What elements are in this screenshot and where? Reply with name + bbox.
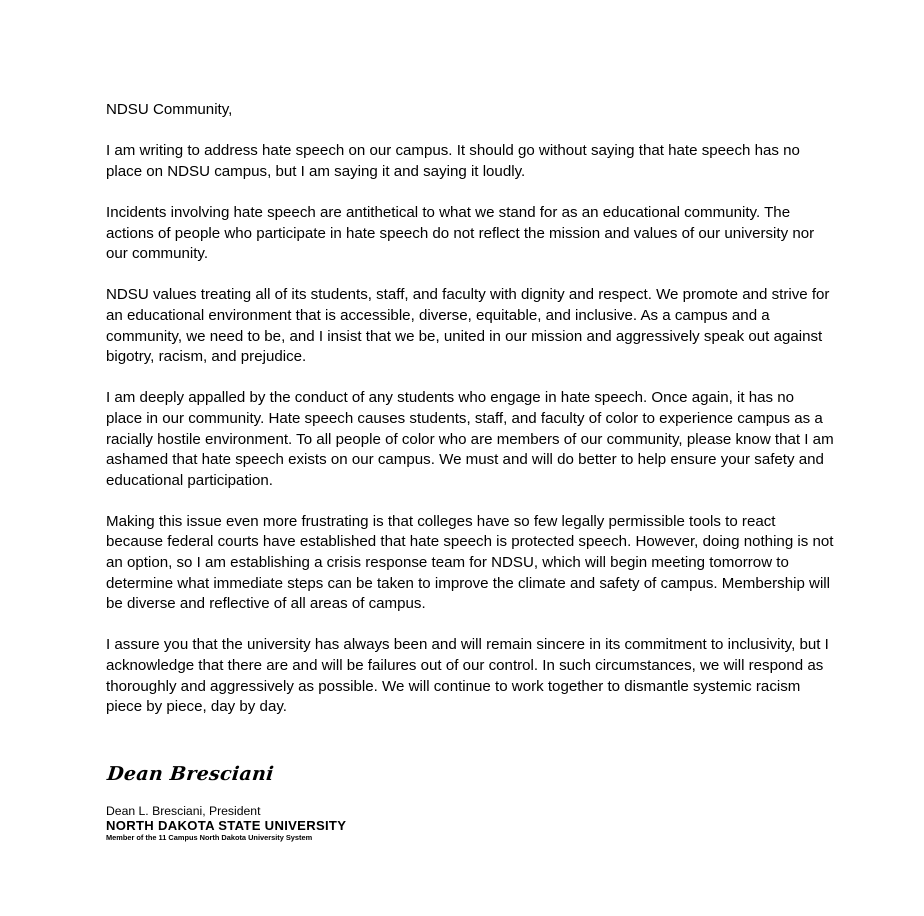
paragraph-assurance: I assure you that the university has always been and will remain sincere in its commitment to inclusivity, but I acknowledge that there are and will be failures out of our control. In such circumstances, we will respond as thoroughly and aggressively as possible. We will continue to work together to dismantle systemic racism piece by piece, day by day.: [106, 636, 829, 716]
paragraph-ndsu-values: NDSU values treating all of its students, staff, and faculty with dignity and respect. We promote and strive for an educational environment that is accessible, diverse, equitable, and inclusive. As a campus and a community, we need to be, and I insist that we be, united in our mission and aggressively speak out against bigotry, racism, and prejudice.: [106, 286, 830, 366]
handwritten-signature: Dean Bresciani: [106, 763, 275, 785]
paragraph-hate-speech-intro: I am writing to address hate speech on our campus. It should go without saying that hate speech has no place on NDSU campus, but I am saying it and saying it loudly.: [106, 142, 800, 180]
letter-greeting: NDSU Community,: [106, 101, 233, 118]
signatory-name-title: Dean L. Bresciani, President: [106, 804, 261, 818]
letter-body: [106, 100, 834, 738]
paragraph-appalled: I am deeply appalled by the conduct of any students who engage in hate speech. Once again, it has no place in our community. Hate speech causes students, staff, and faculty of color to experience campus as a racially hostile environment. To all people of color who are members of our community, please know that I am ashamed that hate speech exists on our campus. We must and will do better to help ensure your safety and educational participation.: [106, 389, 834, 489]
university-system-line: Member of the 11 Campus North Dakota University System: [106, 833, 313, 842]
signature-block: [106, 762, 526, 843]
paragraph-crisis-team: Making this issue even more frustrating is that colleges have so few legally permissible tools to react because federal courts have established that hate speech is protected speech. However, doing nothing is not an option, so I am establishing a crisis response team for NDSU, which will begin meeting tomorrow to determine what immediate steps can be taken to improve the climate and safety of campus. Membership will be diverse and reflective of all areas of campus.: [106, 512, 834, 613]
university-name: NORTH DAKOTA STATE UNIVERSITY: [106, 818, 347, 833]
paragraph-antithetical: Incidents involving hate speech are antithetical to what we stand for as an educational community. The actions of people who participate in hate speech do not reflect the mission and values of our university nor our community.: [106, 203, 815, 263]
